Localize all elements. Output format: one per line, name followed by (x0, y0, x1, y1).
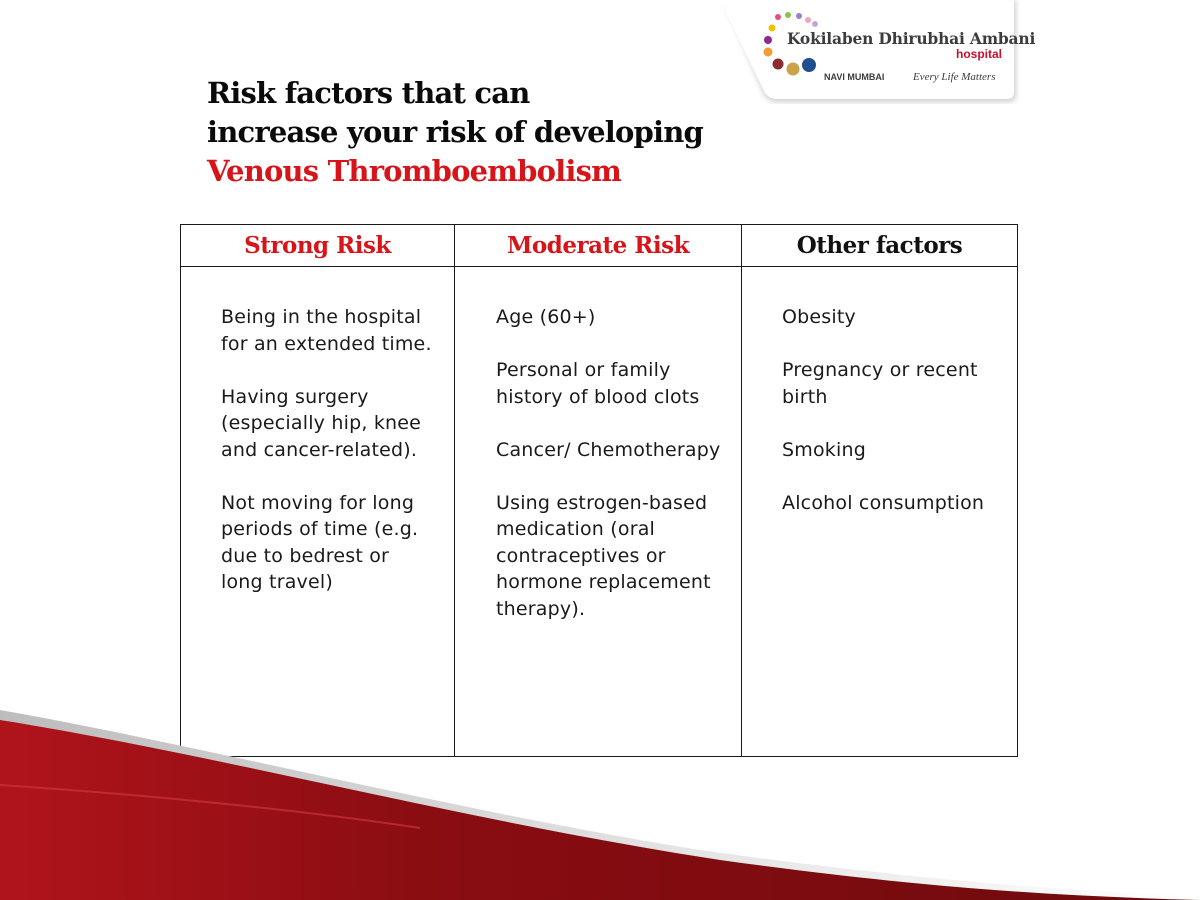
list-item: Alcohol consumption (782, 491, 985, 514)
list-item: Not moving for long periods of time (e.g. due to bedrest or long travel) (221, 491, 419, 593)
list-item: Being in the hospital for an extended time. (221, 306, 432, 355)
table-header-row (181, 225, 1018, 267)
list-item: Having surgery (especially hip, knee and cancer-related). (221, 385, 422, 461)
list-item: Personal or family history of blood clots (496, 359, 700, 408)
page-title (207, 74, 703, 191)
column-other-factors (742, 267, 1018, 757)
other-factors-list (782, 304, 999, 516)
logo-name: Kokilaben Dhirubhai Ambani (787, 29, 1036, 48)
logo-subtitle: hospital (955, 47, 1002, 61)
table-body-row (181, 267, 1018, 757)
list-item: Obesity (782, 306, 856, 328)
title-line-2: increase your risk of developing (207, 115, 703, 149)
list-item: Smoking (782, 438, 866, 461)
column-strong-risk (181, 267, 455, 757)
header-strong-risk: Strong Risk (181, 225, 455, 267)
strong-risk-list (221, 304, 436, 596)
title-line-1: Risk factors that can (207, 76, 530, 110)
moderate-risk-list (496, 304, 723, 622)
decorative-red-swoosh (0, 700, 1200, 900)
logo-tagline: Every Life Matters (913, 71, 996, 83)
list-item: Pregnancy or recent birth (782, 359, 978, 408)
list-item: Using estrogen-based medication (oral contraceptives or hormone replacement therapy). (496, 491, 711, 620)
header-moderate-risk: Moderate Risk (455, 225, 742, 267)
list-item: Cancer/ Chemotherapy (496, 438, 721, 461)
logo-location: NAVI MUMBAI (824, 72, 885, 82)
risk-factors-table (180, 224, 1018, 757)
list-item: Age (60+) (496, 306, 596, 328)
hospital-logo-card (720, 0, 1036, 104)
title-line-3: Venous Thromboembolism (207, 154, 622, 188)
column-moderate-risk (455, 267, 742, 757)
header-other-factors: Other factors (742, 225, 1018, 267)
